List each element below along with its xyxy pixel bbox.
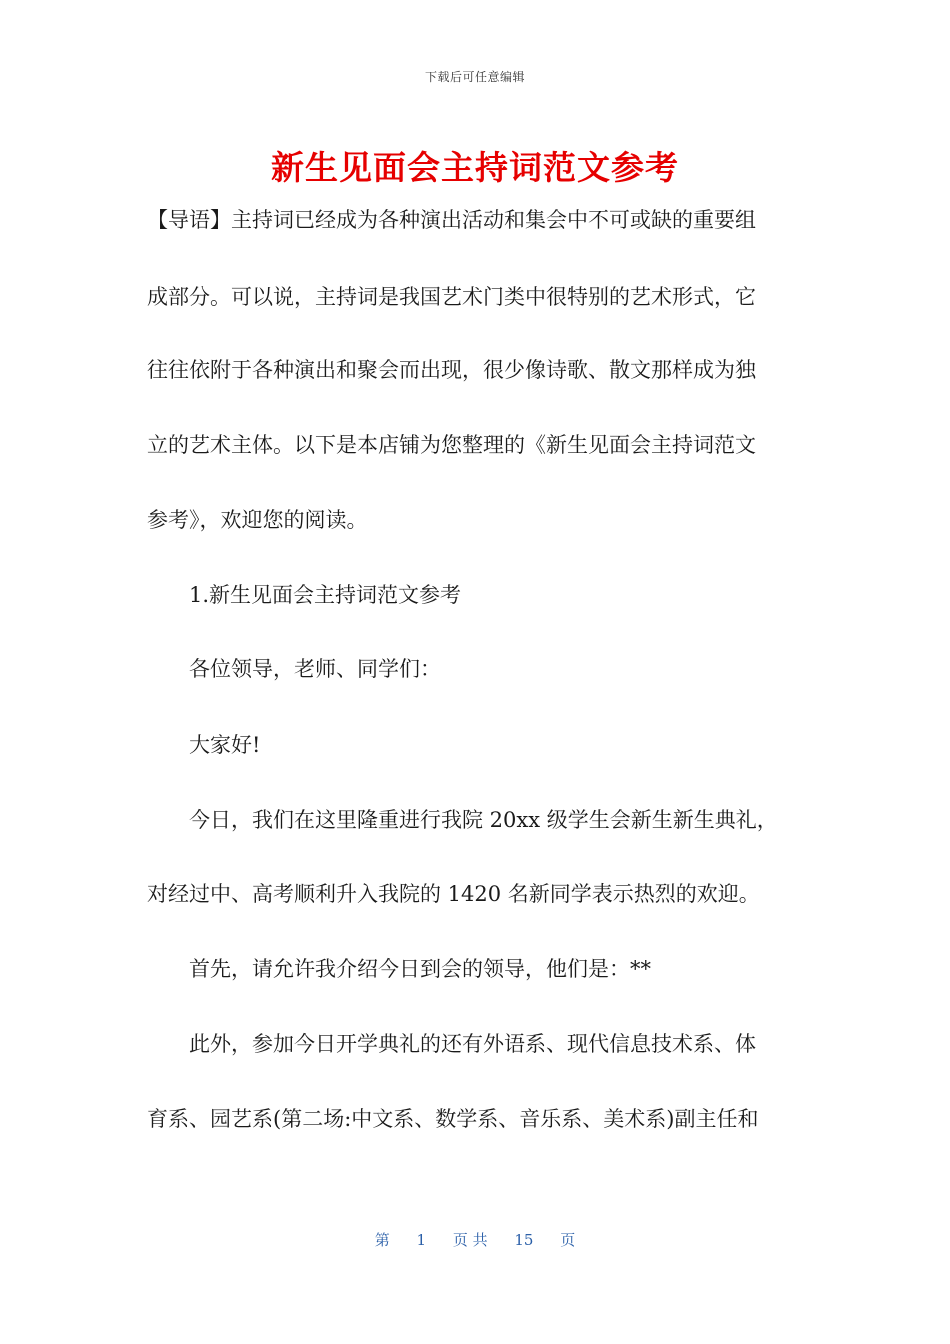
footer-page-number: 1 <box>416 1231 427 1249</box>
document-title: 新生见面会主持词范文参考 <box>271 148 679 187</box>
paragraph-line: 大家好! <box>189 733 261 757</box>
footer-middle: 页 共 <box>452 1231 488 1249</box>
paragraph-line: 立的艺术主体。以下是本店铺为您整理的《新生见面会主持词范文 <box>147 433 756 457</box>
paragraph-line: 此外，参加今日开学典礼的还有外语系、现代信息技术系、体 <box>189 1032 756 1056</box>
paragraph-line: 各位领导，老师、同学们： <box>189 657 441 681</box>
paragraph-line: 育系、园艺系(第二场:中文系、数学系、音乐系、美术系)副主任和 <box>147 1107 759 1131</box>
paragraph-line: 【导语】主持词已经成为各种演出活动和集会中不可或缺的重要组 <box>147 208 756 232</box>
page-footer <box>0 1229 950 1250</box>
paragraph-line: 参考》，欢迎您的阅读。 <box>147 508 368 532</box>
paragraph-line: 今日，我们在这里隆重进行我院 20xx 级学生会新生新生典礼， <box>189 808 778 832</box>
header-note: 下载后可任意编辑 <box>424 70 525 84</box>
paragraph-line: 成部分。可以说，主持词是我国艺术门类中很特别的艺术形式，它 <box>147 285 756 309</box>
paragraph-line: 往往依附于各种演出和聚会而出现，很少像诗歌、散文那样成为独 <box>147 358 756 382</box>
footer-suffix: 页 <box>560 1231 576 1249</box>
section-heading: 1.新生见面会主持词范文参考 <box>189 583 462 607</box>
footer-total-pages: 15 <box>514 1231 534 1249</box>
footer-prefix: 第 <box>374 1231 390 1249</box>
paragraph-line: 首先，请允许我介绍今日到会的领导，他们是：** <box>189 957 651 981</box>
paragraph-line: 对经过中、高考顺利升入我院的 1420 名新同学表示热烈的欢迎。 <box>147 882 760 906</box>
